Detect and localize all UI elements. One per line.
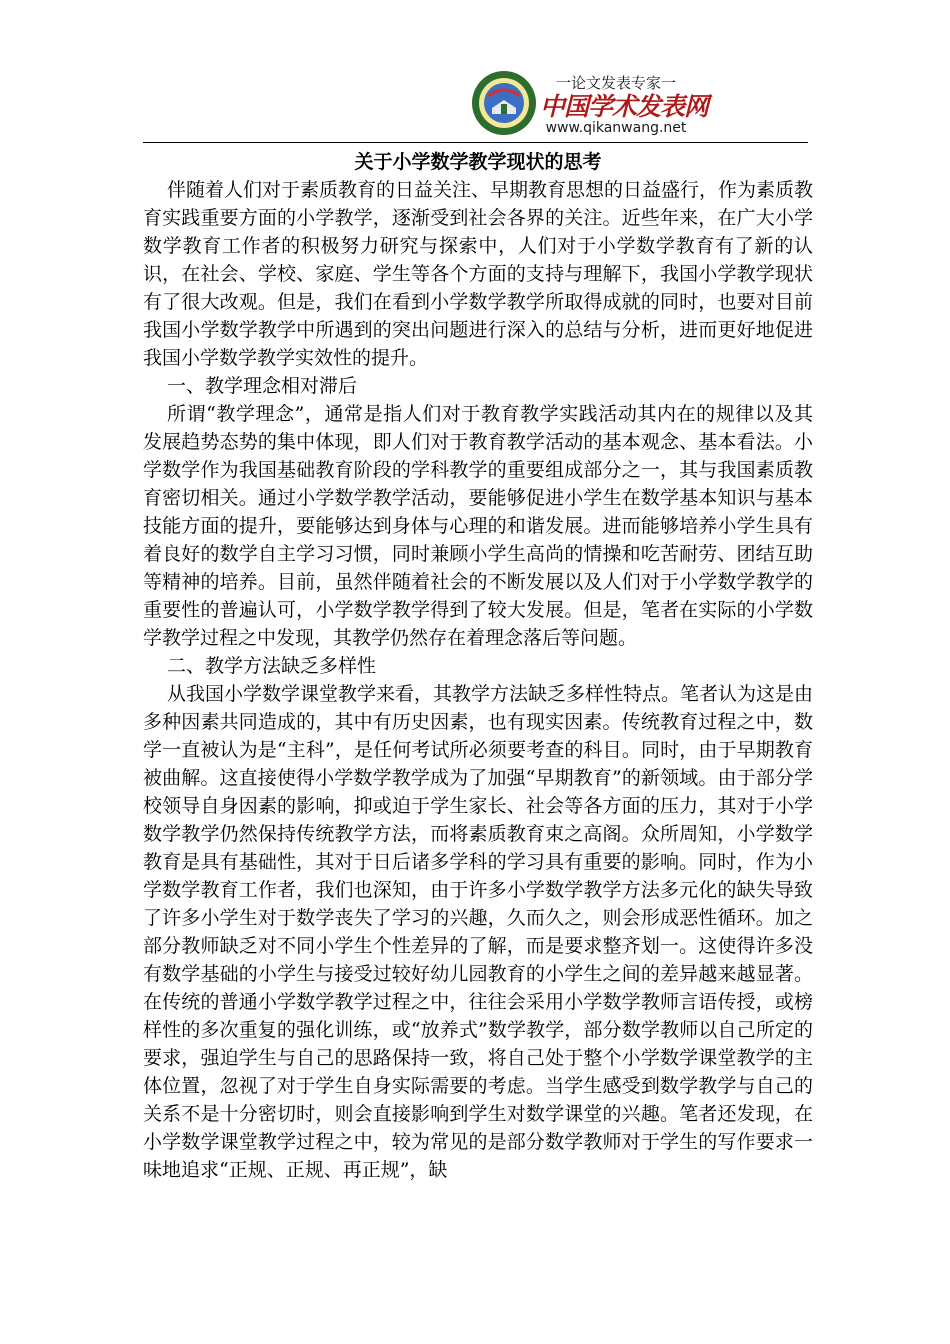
- seal-emblem-icon: [470, 68, 538, 138]
- article: [143, 148, 813, 1184]
- article-title: 关于小学数学教学现状的思考: [354, 151, 602, 173]
- section-body-2: 从我国小学数学课堂教学来看，其教学方法缺乏多样性特点。笔者认为这是由多种因素共同造成的，其中有历史因素，也有现实因素。传统教育过程之中，数学一直被认为是“主科”，是任何考试所必须要考查的科目。同时，由于早期教育被曲解。这直接使得小学数学教学成为了加强“早期教育”的新领域。由于部分学校领导自身因素的影响，抑或迫于学生家长、社会等各方面的压力，其对于小学数学教学仍然保持传统教学方法，而将素质教育束之高阁。众所周知，小学数学教育是具有基础性，其对于日后诸多学科的学习具有重要的影响。同时，作为小学数学教育工作者，我们也深知，由于许多小学数学教学方法多元化的缺失导致了许多小学生对于数学丧失了学习的兴趣，久而久之，则会形成恶性循环。加之部分教师缺乏对不同小学生个性差异的了解，而是要求整齐划一。这使得许多没有数学基础的小学生与接受过较好幼儿园教育的小学生之间的差异越来越显著。在传统的普通小学数学教学过程之中，往往会采用小学数学教师言语传授，或榜样性的多次重复的强化训练，或“放养式”数学教学，部分数学教师以自己所定的要求，强迫学生与自己的思路保持一致，将自己处于整个小学数学课堂教学的主体位置，忽视了对于学生自身实际需要的考虑。当学生感受到数学教学与自己的关系不是十分密切时，则会直接影响到学生对数学课堂的兴趣。笔者还发现，在小学数学课堂教学过程之中，较为常见的是部分数学教师对于学生的写作要求一味地追求“正规、正规、再正规”，缺: [143, 683, 814, 1181]
- section-body-1: 所谓“教学理念”，通常是指人们对于教育教学实践活动其内在的规律以及其发展趋势态势的集中体现，即人们对于教育教学活动的基本观念、基本看法。小学数学作为我国基础教育阶段的学科教学的重要组成部分之一，其与我国素质教育密切相关。通过小学数学教学活动，要能够促进小学生在数学基本知识与基本技能方面的提升，要能够达到身体与心理的和谐发展。进而能够培养小学生具有着良好的数学自主学习习惯，同时兼顾小学生高尚的情操和吃苦耐劳、团结互助等精神的培养。目前，虽然伴随着社会的不断发展以及人们对于小学数学教学的重要性的普遍认可，小学数学教学得到了较大发展。但是，笔者在实际的小学数学教学过程之中发现，其教学仍然存在着理念落后等问题。: [143, 403, 813, 649]
- intro-paragraph: 伴随着人们对于素质教育的日益关注、早期教育思想的日益盛行，作为素质教育实践重要方面的小学教学，逐渐受到社会各界的关注。近些年来，在广大小学数学教育工作者的积极努力研究与探索中，人们对于小学数学教育有了新的认识，在社会、学校、家庭、学生等各个方面的支持与理解下，我国小学教学现状有了很大改观。但是，我们在看到小学数学教学所取得成就的同时，也要对目前我国小学数学教学中所遇到的突出问题进行深入的总结与分析，进而更好地促进我国小学数学教学实效性的提升。: [143, 179, 814, 369]
- logo-url[interactable]: www.qikanwang.net: [545, 120, 687, 136]
- site-logo[interactable]: [470, 68, 709, 138]
- section-heading-2: 二、教学方法缺乏多样性: [167, 655, 377, 677]
- logo-tagline: 一论文发表专家一: [555, 74, 676, 92]
- header-divider: [143, 142, 808, 143]
- logo-brand-name: 中国学术发表网: [540, 92, 709, 121]
- section-heading-1: 一、教学理念相对滞后: [167, 375, 358, 397]
